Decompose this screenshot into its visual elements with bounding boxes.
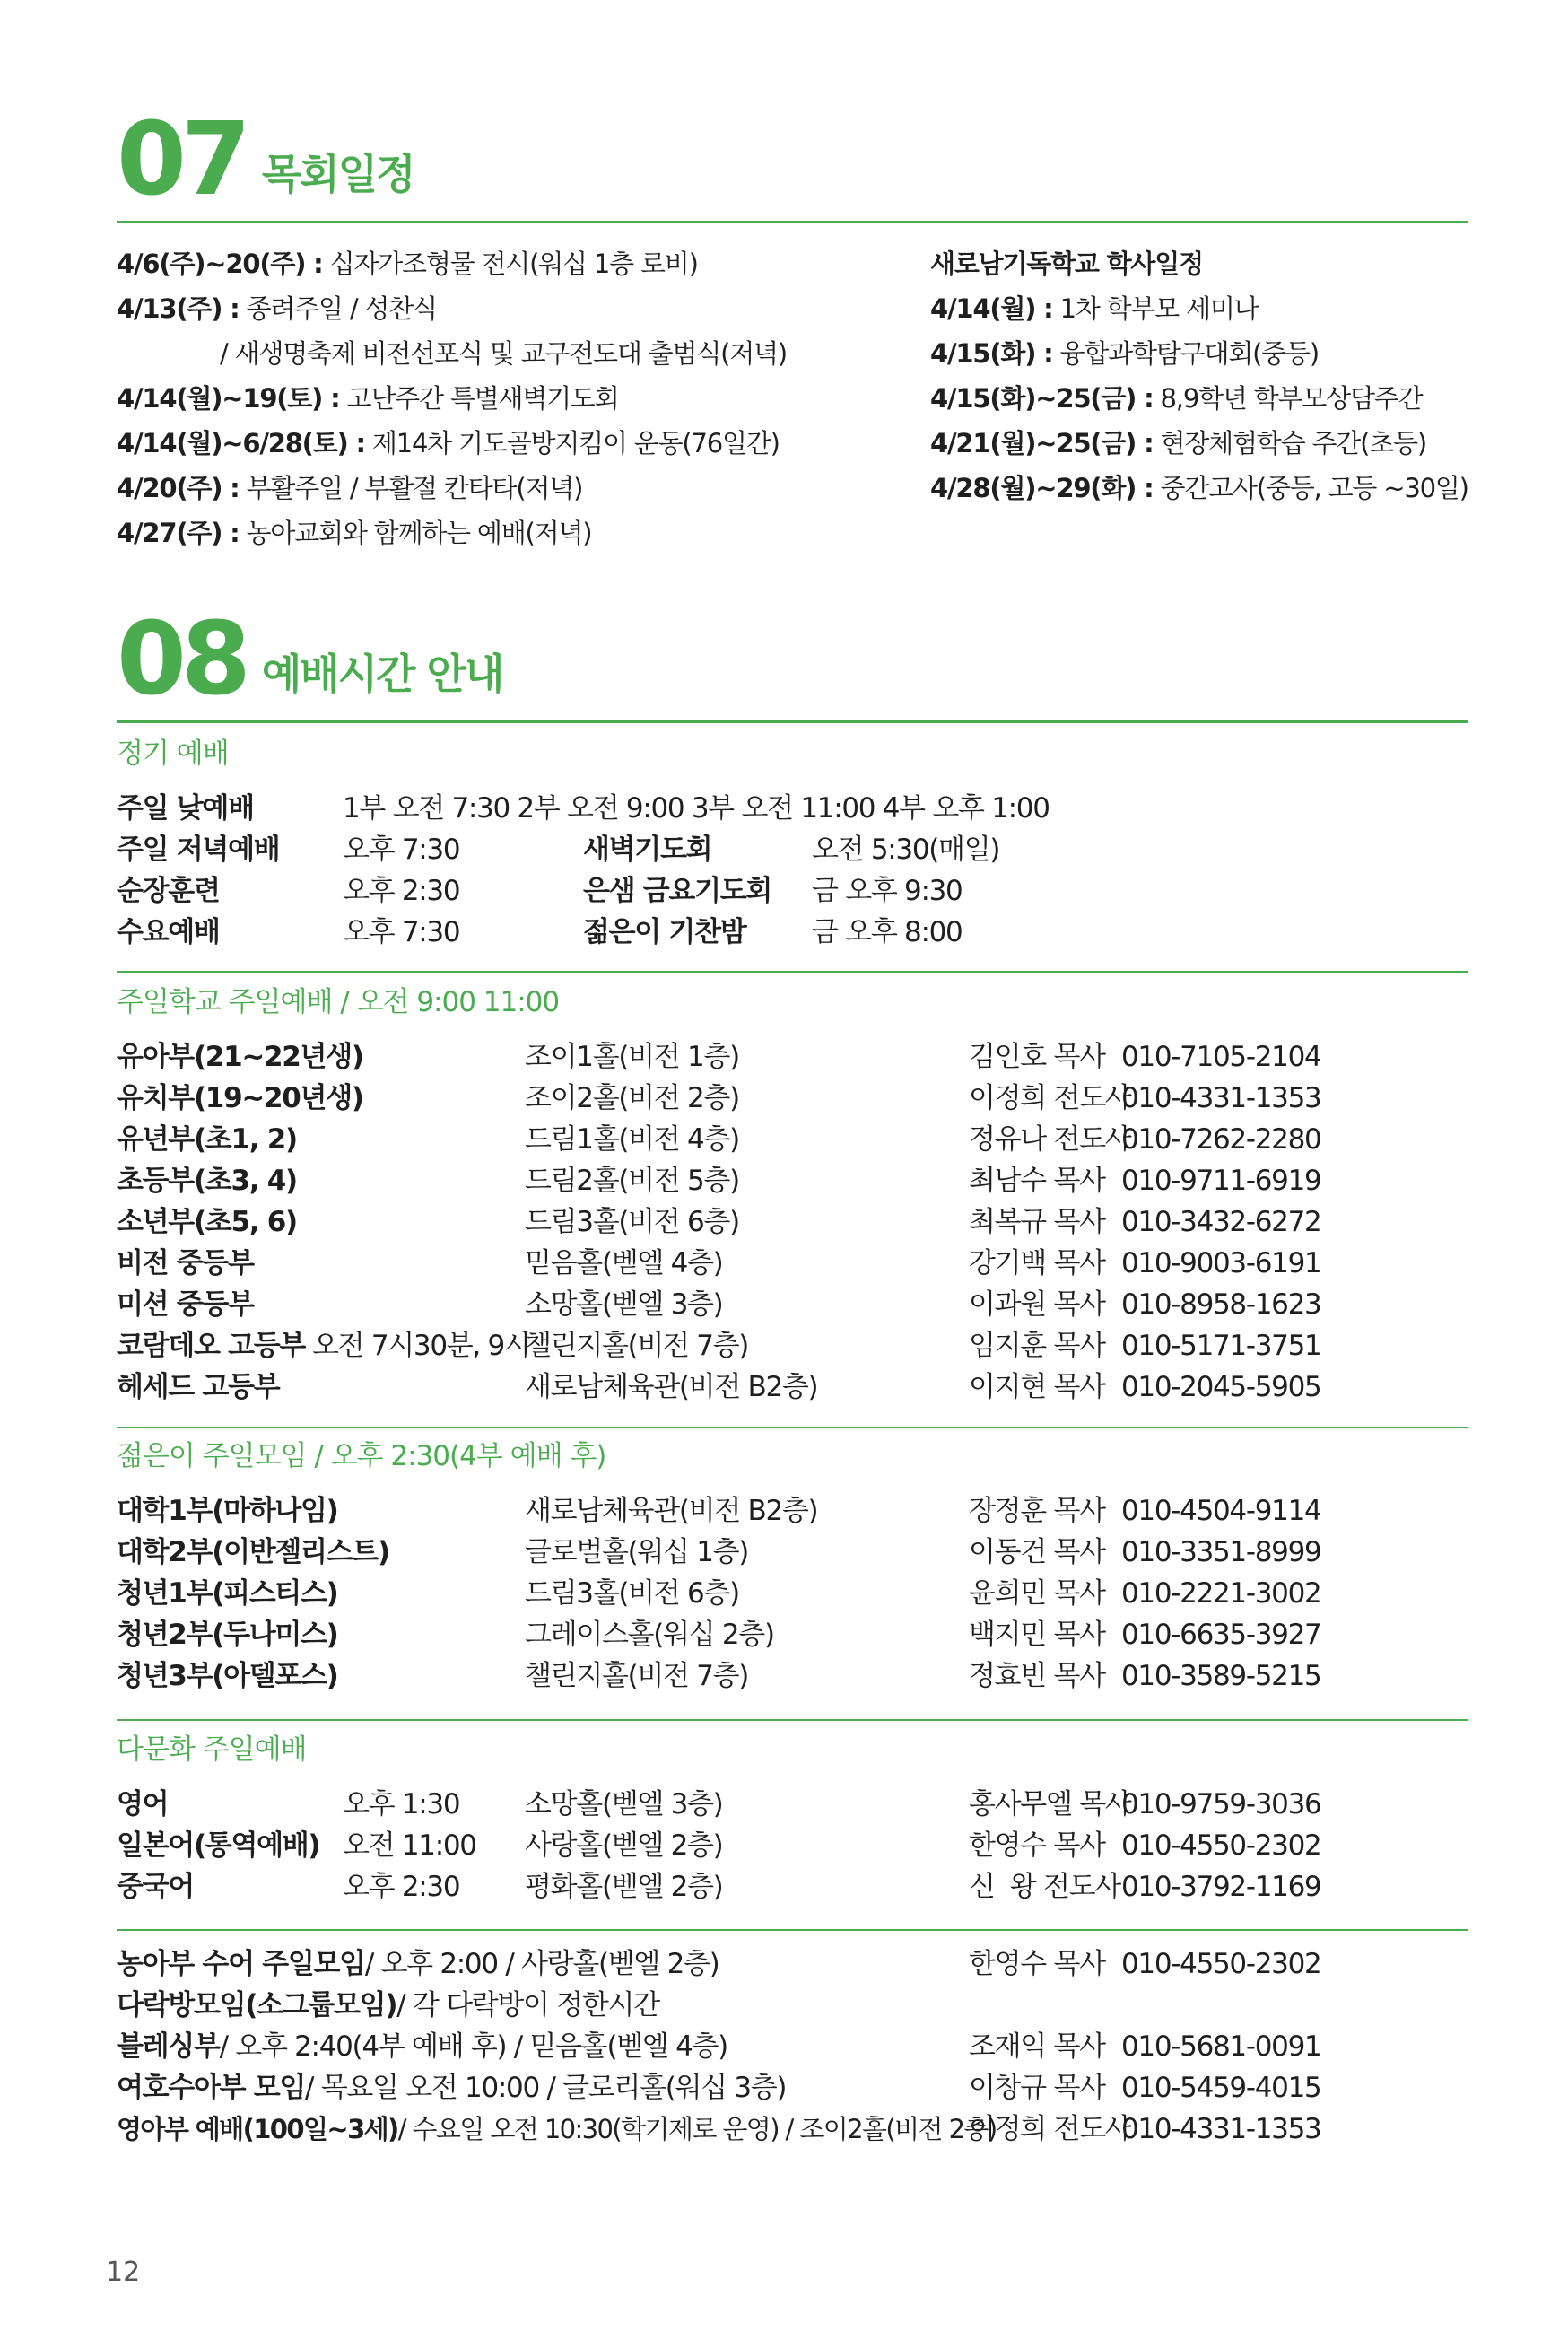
table-row: 유아부(21~22년생) 조이1홀(비전 1층) 김인호 목사 010-7105-2104 bbox=[117, 1041, 1321, 1073]
schedule-item: 4/13(주) : 종려주일 / 성찬식 bbox=[117, 293, 437, 324]
table-row: 코람데오 고등부 오전 7시30분, 9시 챌린지홀(비전 7층) 임지훈 목사 010-5171-3751 bbox=[117, 1330, 1321, 1362]
section-number: 07 bbox=[117, 101, 246, 218]
list-item: 다락방모임(소그룹모임) / 각 다락방이 정한시간 bbox=[117, 1989, 659, 2021]
list-item: 블레싱부 / 오후 2:40(4부 예배 후) / 믿음홀(벧엘 4층) 조재익 목사 010-5681-0091 bbox=[117, 2030, 1321, 2063]
subsection-divider bbox=[117, 1427, 1468, 1428]
table-row: 일본어(통역예배) 오전 11:00 사랑홀(벧엘 2층) 한영수 목사 010-4550-2302 bbox=[117, 1829, 1321, 1862]
section-title: 예배시간 안내 bbox=[261, 650, 503, 698]
subsection-divider bbox=[117, 1719, 1468, 1721]
school-schedule-item: 4/15(화) : 융합과학탐구대회(중등) bbox=[930, 338, 1319, 369]
schedule-item: 4/27(주) : 농아교회와 함께하는 예배(저녁) bbox=[117, 518, 592, 548]
list-item: 여호수아부 모임 / 목요일 오전 10:00 / 글로리홀(워십 3층) 이창규 목사 010-5459-4015 bbox=[117, 2072, 1321, 2104]
table-row: 청년1부(피스티스) 드림3홀(비전 6층) 윤희민 목사 010-2221-3002 bbox=[117, 1577, 1321, 1610]
table-row: 영어 오후 1:30 소망홀(벧엘 3층) 홍사무엘 목사 010-9759-3036 bbox=[117, 1788, 1321, 1820]
table-row: 청년2부(두나미스) 그레이스홀(워십 2층) 백지민 목사 010-6635-3927 bbox=[117, 1619, 1321, 1651]
table-row: 헤세드 고등부 새로남체육관(비전 B2층) 이지현 목사 010-2045-5905 bbox=[117, 1371, 1321, 1403]
section-number: 08 bbox=[117, 601, 246, 718]
school-schedule-item: 4/28(월)~29(화) : 중간고사(중등, 고등 ~30일) bbox=[930, 473, 1468, 503]
table-row: 비전 중등부 믿음홀(벧엘 4층) 강기백 목사 010-9003-6191 bbox=[117, 1247, 1321, 1279]
table-row: 대학2부(이반젤리스트) 글로벌홀(워십 1층) 이동건 목사 010-3351-8999 bbox=[117, 1536, 1321, 1568]
school-schedule-item: 4/15(화)~25(금) : 8,9학년 학부모상담주간 bbox=[930, 383, 1423, 414]
sunday-school-heading: 주일학교 주일예배 / 오전 9:00 11:00 bbox=[117, 986, 560, 1018]
table-row: 소년부(초5, 6) 드림3홀(비전 6층) 최복규 목사 010-3432-6272 bbox=[117, 1206, 1321, 1238]
school-schedule-item: 4/21(월)~25(금) : 현장체험학습 주간(초등) bbox=[930, 428, 1426, 458]
section-07-header bbox=[117, 101, 414, 218]
schedule-item: 4/6(주)~20(주) : 십자가조형물 전시(워십 1층 로비) bbox=[117, 249, 698, 279]
section-08-header bbox=[117, 601, 503, 718]
table-row: 미션 중등부 소망홀(벧엘 3층) 이과원 목사 010-8958-1623 bbox=[117, 1288, 1321, 1321]
table-row: 초등부(초3, 4) 드림2홀(비전 5층) 최남수 목사 010-9711-6919 bbox=[117, 1165, 1321, 1197]
worship-row: 주일 저녁예배 오후 7:30 새벽기도회 오전 5:30(매일) bbox=[117, 834, 1000, 866]
regular-worship-heading: 정기 예배 bbox=[117, 738, 229, 770]
table-row: 청년3부(아델포스) 챌린지홀(비전 7층) 정효빈 목사 010-3589-5215 bbox=[117, 1660, 1321, 1692]
table-row: 유치부(19~20년생) 조이2홀(비전 2층) 이정희 전도사 010-4331-1353 bbox=[117, 1082, 1321, 1114]
page-number: 12 bbox=[106, 2257, 141, 2288]
schedule-item: / 새생명축제 비전선포식 및 교구전도대 출범식(저녁) bbox=[220, 338, 787, 369]
section-divider bbox=[117, 720, 1468, 723]
multicultural-heading: 다문화 주일예배 bbox=[117, 1733, 307, 1766]
table-row: 대학1부(마하나임) 새로남체육관(비전 B2층) 장정훈 목사 010-4504-9114 bbox=[117, 1495, 1321, 1527]
section-divider bbox=[117, 221, 1468, 223]
school-schedule-title: 새로남기독학교 학사일정 bbox=[930, 249, 1203, 279]
worship-row: 주일 낮예배 1부 오전 7:30 2부 오전 9:00 3부 오전 11:00 4부 오후 1:00 bbox=[117, 792, 1050, 825]
schedule-item: 4/14(월)~19(토) : 고난주간 특별새벽기도회 bbox=[117, 383, 619, 414]
section-title: 목회일정 bbox=[261, 150, 414, 198]
table-row: 중국어 오후 2:30 평화홀(벧엘 2층) 신 왕 전도사 010-3792-1169 bbox=[117, 1871, 1321, 1903]
table-row: 유년부(초1, 2) 드림1홀(비전 4층) 정유나 전도사 010-7262-2280 bbox=[117, 1123, 1321, 1156]
list-item: 농아부 수어 주일모임 / 오후 2:00 / 사랑홀(벧엘 2층) 한영수 목사 010-4550-2302 bbox=[117, 1948, 1321, 1980]
worship-row: 순장훈련 오후 2:30 은샘 금요기도회 금 오후 9:30 bbox=[117, 875, 963, 907]
schedule-item: 4/14(월)~6/28(토) : 제14차 기도골방지킴이 운동(76일간) bbox=[117, 428, 780, 458]
subsection-divider bbox=[117, 971, 1468, 973]
school-schedule-item: 4/14(월) : 1차 학부모 세미나 bbox=[930, 293, 1259, 324]
list-item: 영아부 예배(100일~3세) / 수요일 오전 10:30(학기제로 운영) / 조이2홀(비전 2층) 이정희 전도사 010-4331-1353 bbox=[117, 2113, 1321, 2145]
youth-heading: 젊은이 주일모임 / 오후 2:30(4부 예배 후) bbox=[117, 1440, 606, 1472]
worship-row: 수요예배 오후 7:30 젊은이 기찬밤 금 오후 8:00 bbox=[117, 916, 963, 948]
schedule-item: 4/20(주) : 부활주일 / 부활절 칸타타(저녁) bbox=[117, 473, 583, 503]
subsection-divider bbox=[117, 1929, 1468, 1931]
